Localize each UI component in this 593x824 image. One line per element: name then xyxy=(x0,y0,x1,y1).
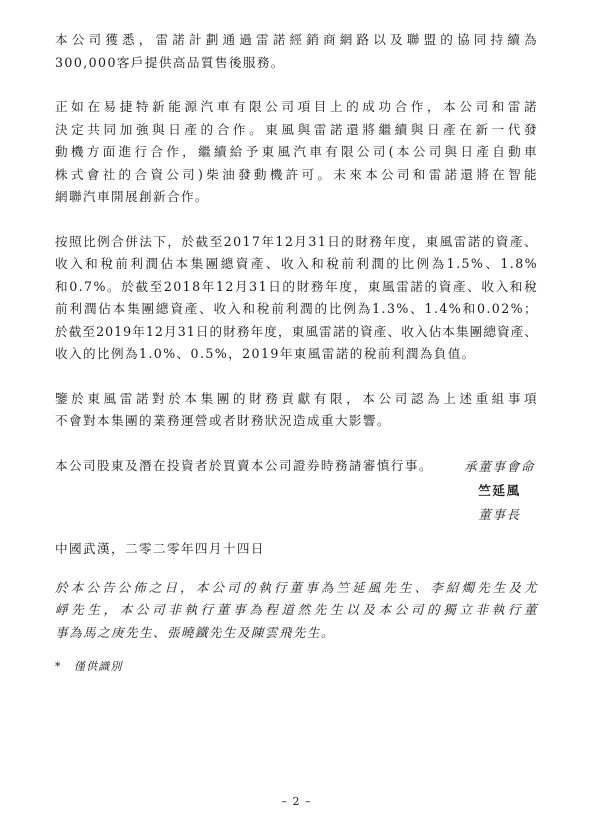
text-line: 正如在易捷特新能源汽車有限公司項目上的成功合作，本公司和雷諾 xyxy=(55,99,538,114)
text-line: 不會對本集團的業務運營或者財務狀況造成重大影響。 xyxy=(55,413,391,428)
text-line: 於本公告公佈之日，本公司的執行董事為竺延風先生、李紹燭先生及尤 xyxy=(55,579,538,595)
text-line: 收入的比例為1.0%、0.5%，2019年東風雷諾的稅前利潤為負值。 xyxy=(55,346,476,361)
by-order-text: 承董事會命 xyxy=(464,459,535,474)
directors-note xyxy=(55,577,538,645)
closing-section xyxy=(55,538,538,674)
text-line: 300,000客戶提供高品質售後服務。 xyxy=(55,54,285,70)
paragraph-service xyxy=(55,29,538,74)
chairman-title: 董事長 xyxy=(478,507,521,522)
text-line: 本公司獲悉，雷諾計劃通過雷諾經銷商網路以及聯盟的協同持續為 xyxy=(55,32,538,47)
text-line: 事為馬之庚先生、張曉鐵先生及陳雲飛先生。 xyxy=(55,624,335,640)
text-line: 和0.7%。於截至2018年12月31日的財務年度，東風雷諾的資產、收入和稅 xyxy=(55,278,538,294)
footnote: * 僅供識別 xyxy=(55,660,123,673)
document-page xyxy=(55,29,538,477)
text-line: 崢先生，本公司非執行董事為程道然先生以及本公司的獨立非執行董 xyxy=(55,602,538,617)
paragraph-impact xyxy=(55,388,538,433)
text-line: 按照比例合併法下，於截至2017年12月31日的財務年度，東風雷諾的資產、 xyxy=(55,233,538,249)
text-line: 本公司股東及潛在投資者於買賣本公司證券時務請審慎行事。 xyxy=(55,457,433,473)
text-line: 前利潤佔本集團總資產、收入和稅前利潤的比例為1.3%、1.4%和0.02%； xyxy=(55,301,538,316)
chairman-name: 竺延風 xyxy=(478,483,521,498)
text-line: 鑒於東風雷諾對於本集團的財務貢獻有限，本公司認為上述重組事項 xyxy=(55,390,538,406)
place-date: 中國武漢，二零二零年四月十四日 xyxy=(55,541,265,556)
paragraph-cooperation xyxy=(55,96,538,209)
signature-block xyxy=(464,455,535,527)
text-line: 動機方面進行合作，繼續給予東風汽車有限公司(本公司與日產自動車 xyxy=(55,144,538,159)
text-line: 決定共同加強與日產的合作。東風與雷諾還將繼續與日產在新一代發 xyxy=(55,121,538,137)
text-line: 網聯汽車開展創新合作。 xyxy=(55,189,209,204)
text-line: 株式會社的合資公司)柴油發動機許可。未來本公司和雷諾還將在智能 xyxy=(55,166,538,182)
paragraph-financials xyxy=(55,231,538,366)
page-number: – 2 – xyxy=(281,795,312,808)
text-line: 於截至2019年12月31日的財務年度，東風雷諾的資產、收入佔本集團總資產、 xyxy=(55,323,538,339)
text-line: 收入和稅前利潤佔本集團總資產、收入和稅前利潤的比例為1.5%、1.8% xyxy=(55,256,538,271)
